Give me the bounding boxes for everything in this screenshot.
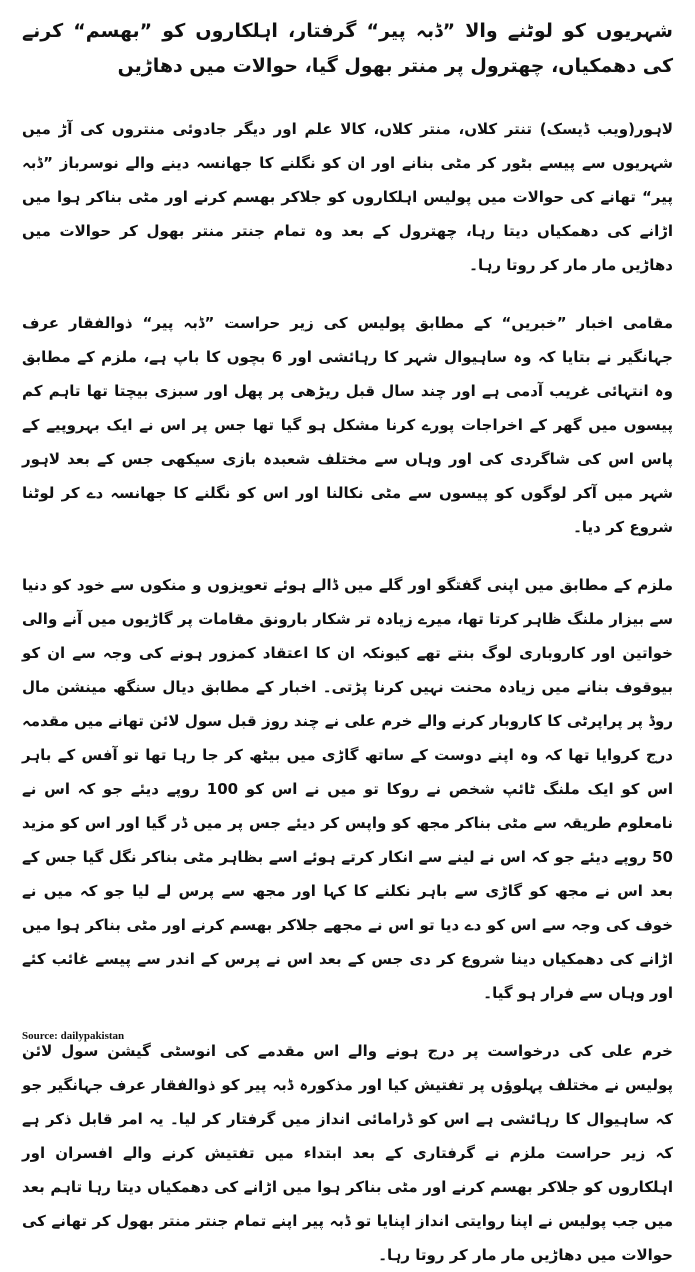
headline: شہریوں کو لوٹنے والا ”ڈبہ پیر“ گرفتار، اہلکاروں کو ”بھسم“ کرنے کی دھمکیاں، چھترول پر منتر بھول گیا، حوالات میں دھاڑیں [22,20,673,77]
paragraph-suspect-background: مقامی اخبار ”خبریں“ کے مطابق پولیس کی زیر حراست ”ڈبہ پیر“ ذوالفقار عرف جہانگیر نے بتایا کہ وہ ساہیوال شہر کا رہائشی اور 6 بچوں کا باپ ہے، ملزم کے مطابق وہ انتہائی غریب آدمی ہے اور چند سال قبل ریڑھی پر پھل اور سبزی بیچتا تھا تاہم کم پیسوں میں گھر کے اخراجات پورے کرنا مشکل ہو گیا تھا جس پر اس نے ایک بہروپیے کے پاس اس کی شاگردی کی اور وہاں سے مختلف شعبدہ بازی سیکھی جس کے بعد لاہور شہر میں آکر لوگوں کو پیسوں سے مٹی نکالنا اور اس کو نگلنے کا جھانسہ دے کر لوٹنا شروع کر دیا۔ [22,314,673,536]
paragraph-arrest: خرم علی کی درخواست پر درج ہونے والے اس مقدمے کی انوسٹی گیشن سول لائن پولیس نے مختلف پہلوؤں پر تفتیش کیا اور مذکورہ ڈبہ پیر کو ذوالفقار عرف جہانگیر جو کہ ساہیوال کا رہائشی ہے اس کو ڈرامائی انداز میں گرفتار کر لیا۔ یہ امر قابل ذکر ہے کہ زیر حراست ملزم نے گرفتاری کے بعد ابتداء میں تفتیش کرنے والے افسران اور اہلکاروں کو جلاکر بھسم کرنے اور مٹی بناکر ہوا میں اڑانے کی دھمکیاں دیتا رہا تاہم بعد میں جب پولیس نے اپنا روایتی انداز اپنایا تو ڈبہ پیر اپنے تمام جنتر منتر بھول کر تھانے کی حوالات میں دھاڑیں مار مار کر روتا رہا۔ [22,1042,673,1264]
paragraph-intro: لاہور(ویب ڈیسک) تنتر کلاں، منتر کلاں، کالا علم اور دیگر جادوئی منتروں کی آڑ میں شہریوں سے پیسے بٹور کر مٹی بنانے اور ان کو نگلنے کا جھانسہ دینے والے نوسرباز ”ڈبہ پیر“ تھانے کی حوالات میں پولیس اہلکاروں کو جلاکر بھسم کرنے اور مٹی بناکر ہوا میں اڑانے کی دھمکیاں دیتا رہا، چھترول کے بعد وہ تمام جنتر منتر بھول کر حوالات میں دھاڑیں مار مار کر روتا رہا۔ [22,120,673,274]
source-credit: Source: dailypakistan [22,1030,125,1042]
paragraph-complaint: ملزم کے مطابق میں اپنی گفتگو اور گلے میں ڈالے ہوئے تعویزوں و منکوں سے خود کو دنیا سے بیزار ملنگ ظاہر کرتا تھا، میرے زیادہ تر شکار بارونق مقامات پر گاڑیوں میں آنے والی خواتین اور کاروباری لوگ بنتے تھے کیونکہ ان کا اعتقاد کمزور ہونے کی وجہ سے ان کو بیوقوف بنانے میں زیادہ محنت نہیں کرنا پڑتی۔ اخبار کے مطابق دیال سنگھ مینشن مال روڈ پر پراپرٹی کا کاروبار کرنے والے خرم علی نے چند روز قبل سول لائن تھانے میں مقدمہ درج کروایا تھا کہ وہ اپنے دوست کے ساتھ گاڑی میں بیٹھ کر جا رہا تھا تو آفس کے باہر اس کو ایک ملنگ ٹائپ شخص نے روکا تو میں نے اس کو 100 روپے دیئے جو کہ اس نے نامعلوم طریقہ سے مٹی بناکر مجھ کو واپس کر دیئے جس پر میں ڈر گیا اور اس کو مزید 50 روپے دیئے جو کہ اس نے لینے سے انکار کرتے ہوئے اسے بظاہر مٹی بناکر نگل گیا جس کے بعد اس نے مجھ کو گاڑی سے باہر نکلنے کا کہا اور مجھ سے پرس لے لیا جو کہ میں نے خوف کی وجہ سے اس کو دے دیا تو اس نے مجھے جلاکر بھسم کرنے اور مٹی بناکر ہوا میں اڑانے کی دھمکیاں دینا شروع کر دی جس کے بعد اس نے پرس کے اندر سے پیسے غائب کئے اور وہاں سے فرار ہو گیا۔ [22,576,673,1002]
